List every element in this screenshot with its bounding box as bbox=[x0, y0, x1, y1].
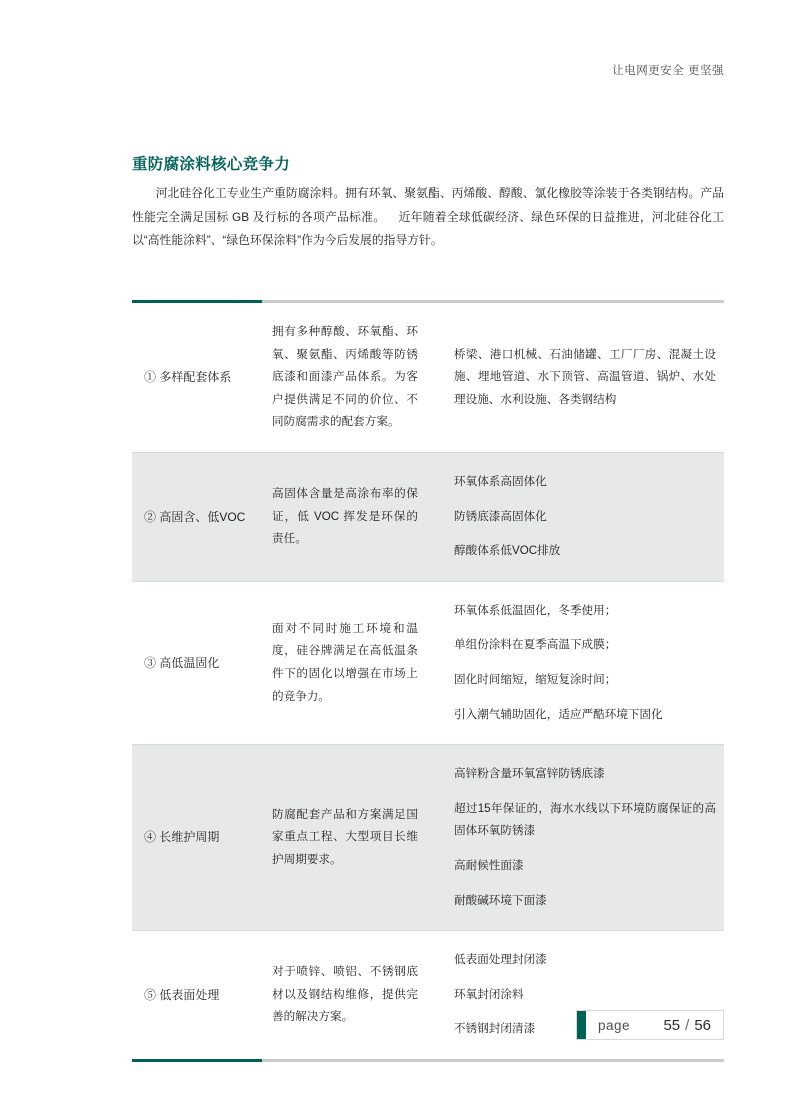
row-description: 拥有多种醇酸、环氧酯、环氧、聚氨酯、丙烯酸等防锈底漆和面漆产品体系。为客户提供满足不同的价位、不同防腐需求的配套方案。 bbox=[272, 325, 418, 429]
detail-line: 环氧封闭涂料 bbox=[454, 987, 524, 1001]
intro-paragraph bbox=[132, 182, 724, 253]
row-description: 对于喷锌、喷铝、不锈钢底材以及钢结构维修，提供完善的解决方案。 bbox=[272, 965, 418, 1024]
competitiveness-table bbox=[132, 300, 724, 1062]
row-description: 防腐配套产品和方案满足国家重点工程、大型项目长维护周期要求。 bbox=[272, 807, 418, 866]
detail-line: 固化时间缩短，缩短复涂时间； bbox=[454, 672, 617, 686]
detail-line: 桥梁、港口机械、石油储罐、工厂厂房、混凝土设施、埋地管道、水下顶管、高温管道、锅炉、水处理设施、水利设施、各类钢结构 bbox=[454, 347, 716, 406]
row-description: 高固体含量是高涂布率的保证，低 VOC 挥发是环保的责任。 bbox=[272, 486, 418, 546]
table-row bbox=[132, 453, 724, 581]
detail-line: 高耐候性面漆 bbox=[454, 858, 524, 872]
badge-accent-tick bbox=[577, 1011, 586, 1039]
row-label: ⑤ 低表面处理 bbox=[144, 987, 220, 1002]
table-row bbox=[132, 582, 724, 744]
intro-text-2: 近年随着全球低碳经济、绿色环保的日益推进，河北硅谷化工以“高性能涂料”、“绿色环保涂料”作为今后发展的指导方针。 bbox=[132, 209, 724, 248]
table-row bbox=[132, 303, 724, 452]
table-bottom-rule bbox=[132, 1059, 724, 1062]
row-details bbox=[432, 453, 724, 581]
detail-line: 不锈钢封闭清漆 bbox=[454, 1022, 536, 1036]
rule-gray-segment bbox=[262, 1059, 724, 1062]
detail-line: 高锌粉含量环氧富锌防锈底漆 bbox=[454, 767, 605, 781]
detail-line: 环氧体系低温固化，冬季使用； bbox=[454, 603, 617, 617]
detail-line: 低表面处理封闭漆 bbox=[454, 953, 547, 967]
page-title: 重防腐涂料核心竞争力 bbox=[132, 156, 291, 173]
row-label: ② 高固含、低VOC bbox=[144, 509, 246, 524]
rule-accent-segment bbox=[132, 1059, 262, 1062]
detail-line: 单组份涂料在夏季高温下成膜； bbox=[454, 638, 617, 652]
row-label: ① 多样配套体系 bbox=[144, 370, 232, 385]
page-total: 56 bbox=[694, 1016, 711, 1034]
row-label: ④ 长维护周期 bbox=[144, 830, 220, 845]
detail-line: 环氧体系高固体化 bbox=[454, 474, 547, 488]
row-details bbox=[432, 303, 724, 452]
page-current: 55 bbox=[663, 1016, 681, 1034]
detail-line: 防锈底漆高固体化 bbox=[454, 509, 547, 523]
header-slogan: 让电网更安全 更坚强 bbox=[612, 65, 724, 77]
row-details bbox=[432, 745, 724, 930]
detail-line: 醇酸体系低VOC排放 bbox=[454, 544, 561, 558]
table-row bbox=[132, 745, 724, 930]
intro-text-1: 河北硅谷化工专业生产重防腐涂料。拥有环氧、聚氨酯、丙烯酸、醇酸、氯化橡胶等涂装于各类钢结构。产品性能完全满足国标 GB 及行标的各项产品标准。 bbox=[132, 186, 724, 224]
page-numbers bbox=[663, 1011, 723, 1039]
row-label: ③ 高低温固化 bbox=[144, 655, 220, 670]
detail-line: 引入潮气辅助固化，适应严酷环境下固化 bbox=[454, 707, 663, 721]
row-description: 面对不同时施工环境和温度，硅谷牌满足在高低温条件下的固化以增强在市场上的竞争力。 bbox=[272, 621, 418, 703]
page-separator: / bbox=[685, 1016, 690, 1034]
page-label: page bbox=[598, 1017, 631, 1033]
detail-line: 耐酸碱环境下面漆 bbox=[454, 893, 547, 907]
detail-line: 超过15年保证的，海水水线以下环境防腐保证的高固体环氧防锈漆 bbox=[454, 801, 716, 838]
row-details bbox=[432, 582, 724, 744]
page-number-badge bbox=[576, 1010, 724, 1040]
